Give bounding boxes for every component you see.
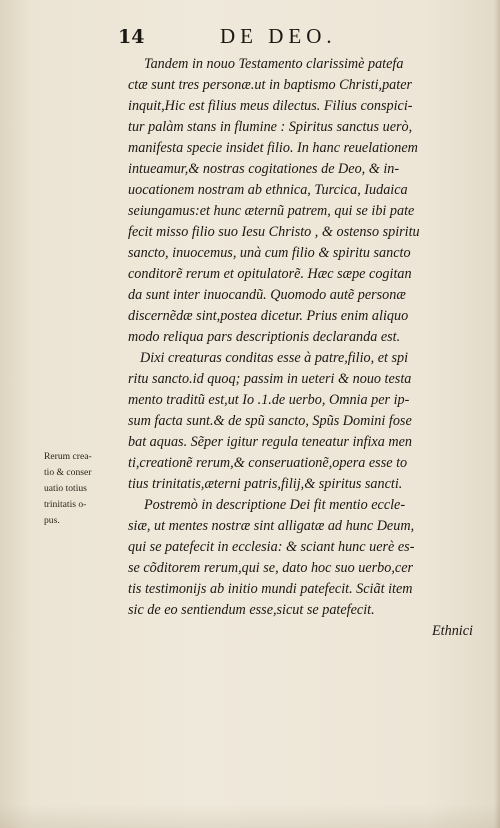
text-line: mento traditũ est,ut Io .1.de uerbo, Omnia per ip- — [128, 392, 410, 408]
body-text — [128, 54, 473, 642]
text-line: sancto, inuocemus, unà cum filio & spiritu sancto — [128, 245, 411, 261]
text-line: discernẽdæ sint,postea dicetur. Prius enim aliquo — [128, 308, 409, 324]
marginal-note — [44, 449, 130, 529]
text-line: fecit misso filio suo Iesu Christo , & ostenso spiritu — [128, 224, 420, 240]
running-head — [118, 24, 468, 52]
text-line: conditorẽ rerum et opitulatorẽ. Hæc sæpe cogitan — [128, 266, 412, 282]
text-line: ritu sancto.id quoq; passim in ueteri & nouo testa — [128, 371, 412, 387]
page-number: 14 — [118, 26, 145, 48]
text-line: tur palàm stans in flumine : Spiritus sanctus uerò, — [128, 119, 413, 135]
text-line: qui se patefecit in ecclesia: & sciant hunc uerè es- — [128, 539, 415, 555]
page-title: DE DEO. — [220, 24, 337, 48]
text-line: seiungamus:et hunc æternũ patrem, qui se ibi pate — [128, 203, 415, 219]
text-line: modo reliqua pars descriptionis declaranda est. — [128, 329, 401, 345]
catchword: Ethnici — [432, 623, 473, 639]
text-line: da sunt inter inuocandũ. Quomodo autẽ personæ — [128, 287, 406, 303]
text-line: uocationem nostram ab ethnica, Turcica, Iudaica — [128, 182, 408, 198]
text-line: sum facta sunt.& de spũ sancto, Spũs Domini fose — [128, 413, 412, 429]
text-line: sic de eo sentiendum esse,sicut se patefecit. — [128, 602, 375, 618]
text-line: ctæ sunt tres personæ.ut in baptismo Christi,pater — [128, 77, 413, 93]
marginal-note-line: tio & conser — [44, 467, 92, 478]
text-line: bat aquas. Sẽper igitur regula teneatur infixa men — [128, 434, 412, 450]
page-bottom-shading — [0, 804, 500, 828]
text-line: siæ, ut mentes nostræ sint alligatæ ad hunc Deum, — [128, 518, 415, 534]
text-line: Postremò in descriptione Dei fit mentio eccle- — [144, 497, 406, 513]
text-line: se cõditorem rerum,qui se, dato hoc suo uerbo,cer — [128, 560, 414, 576]
text-line: manifesta specie insidet filio. In hanc reuelationem — [128, 140, 418, 156]
marginal-note-line: trinitatis o- — [44, 499, 87, 510]
text-line: Dixi creaturas conditas esse à patre,filio, et spi — [140, 350, 409, 366]
page-edge-shading — [494, 0, 500, 828]
marginal-note-line: pus. — [44, 515, 60, 526]
text-line: tius trinitatis,æterni patris,filij,& spiritus sancti. — [128, 476, 403, 492]
marginal-note-line: Rerum crea- — [44, 451, 92, 462]
text-line: ti,creationẽ rerum,& conseruationẽ,opera esse to — [128, 455, 408, 471]
text-line: Tandem in nouo Testamento clarissimè patefa — [144, 56, 404, 72]
marginal-note-line: uatio totius — [44, 483, 87, 494]
text-line: tis testimonijs ab initio mundi patefecit. Sciãt item — [128, 581, 413, 597]
text-line: inquit,Hic est filius meus dilectus. Filius conspici- — [128, 98, 413, 114]
text-line: intueamur,& nostras cogitationes de Deo, & in- — [128, 161, 400, 177]
